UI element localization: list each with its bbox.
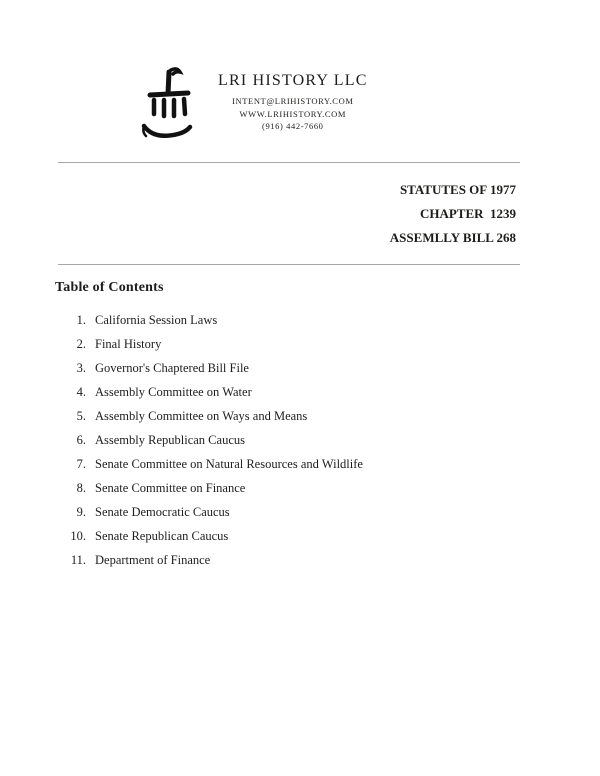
toc-item [62,506,600,520]
divider-top [58,162,520,163]
toc-item-label: Senate Committee on Finance [95,481,246,495]
toc-item-label: Governor's Chaptered Bill File [95,361,249,375]
toc-item-number: 7. [76,457,86,471]
company-name: LRI HISTORY LLC [218,72,368,89]
toc-item-label: California Session Laws [95,313,218,327]
toc-item-label: Assembly Committee on Ways and Means [95,409,308,423]
statutes-line: STATUTES OF 1977 [399,182,516,197]
toc-item [62,530,600,544]
toc-item-number: 1. [76,313,86,327]
bill-header [0,178,600,250]
letterhead-text [218,64,368,133]
toc-item-number: 2. [76,337,86,351]
toc-item [62,554,600,568]
toc-item [62,314,600,328]
assembly-bill-line: ASSEMLLY BILL 268 [389,230,516,245]
toc-item-number: 8. [76,481,86,495]
brush-logo-icon [138,64,202,146]
company-phone: (916) 442-7660 [262,121,324,131]
toc-item [62,482,600,496]
company-website: WWW.LRIHISTORY.COM [239,108,347,119]
toc-item-number: 6. [76,433,86,447]
toc-title: Table of Contents [55,280,164,295]
toc-item-number: 4. [76,385,86,399]
toc-item-label: Final History [95,337,162,351]
toc-item [62,386,600,400]
toc-item-number: 5. [76,409,86,423]
company-logo [138,64,202,146]
toc-item-label: Senate Democratic Caucus [95,505,230,519]
toc-item [62,434,600,448]
toc-item [62,410,600,424]
company-email: INTENT@LRIHISTORY.COM [232,96,354,106]
toc-item-label: Department of Finance [95,553,211,567]
chapter-line: CHAPTER 1239 [419,206,516,221]
letterhead [138,0,600,146]
toc-item-number: 9. [76,505,86,519]
toc-item-number: 3. [76,361,86,375]
toc-item [62,458,600,472]
toc-item-label: Senate Republican Caucus [95,529,229,543]
toc-item-number: 10. [70,529,86,543]
toc-item [62,338,600,352]
toc-list [0,314,600,568]
toc-item-label: Assembly Republican Caucus [95,433,245,447]
toc-item [62,362,600,376]
toc-item-label: Senate Committee on Natural Resources and Wildlife [95,457,363,471]
toc-item-label: Assembly Committee on Water [95,385,252,399]
divider-middle [58,264,520,265]
toc-item-number: 11. [70,553,86,567]
